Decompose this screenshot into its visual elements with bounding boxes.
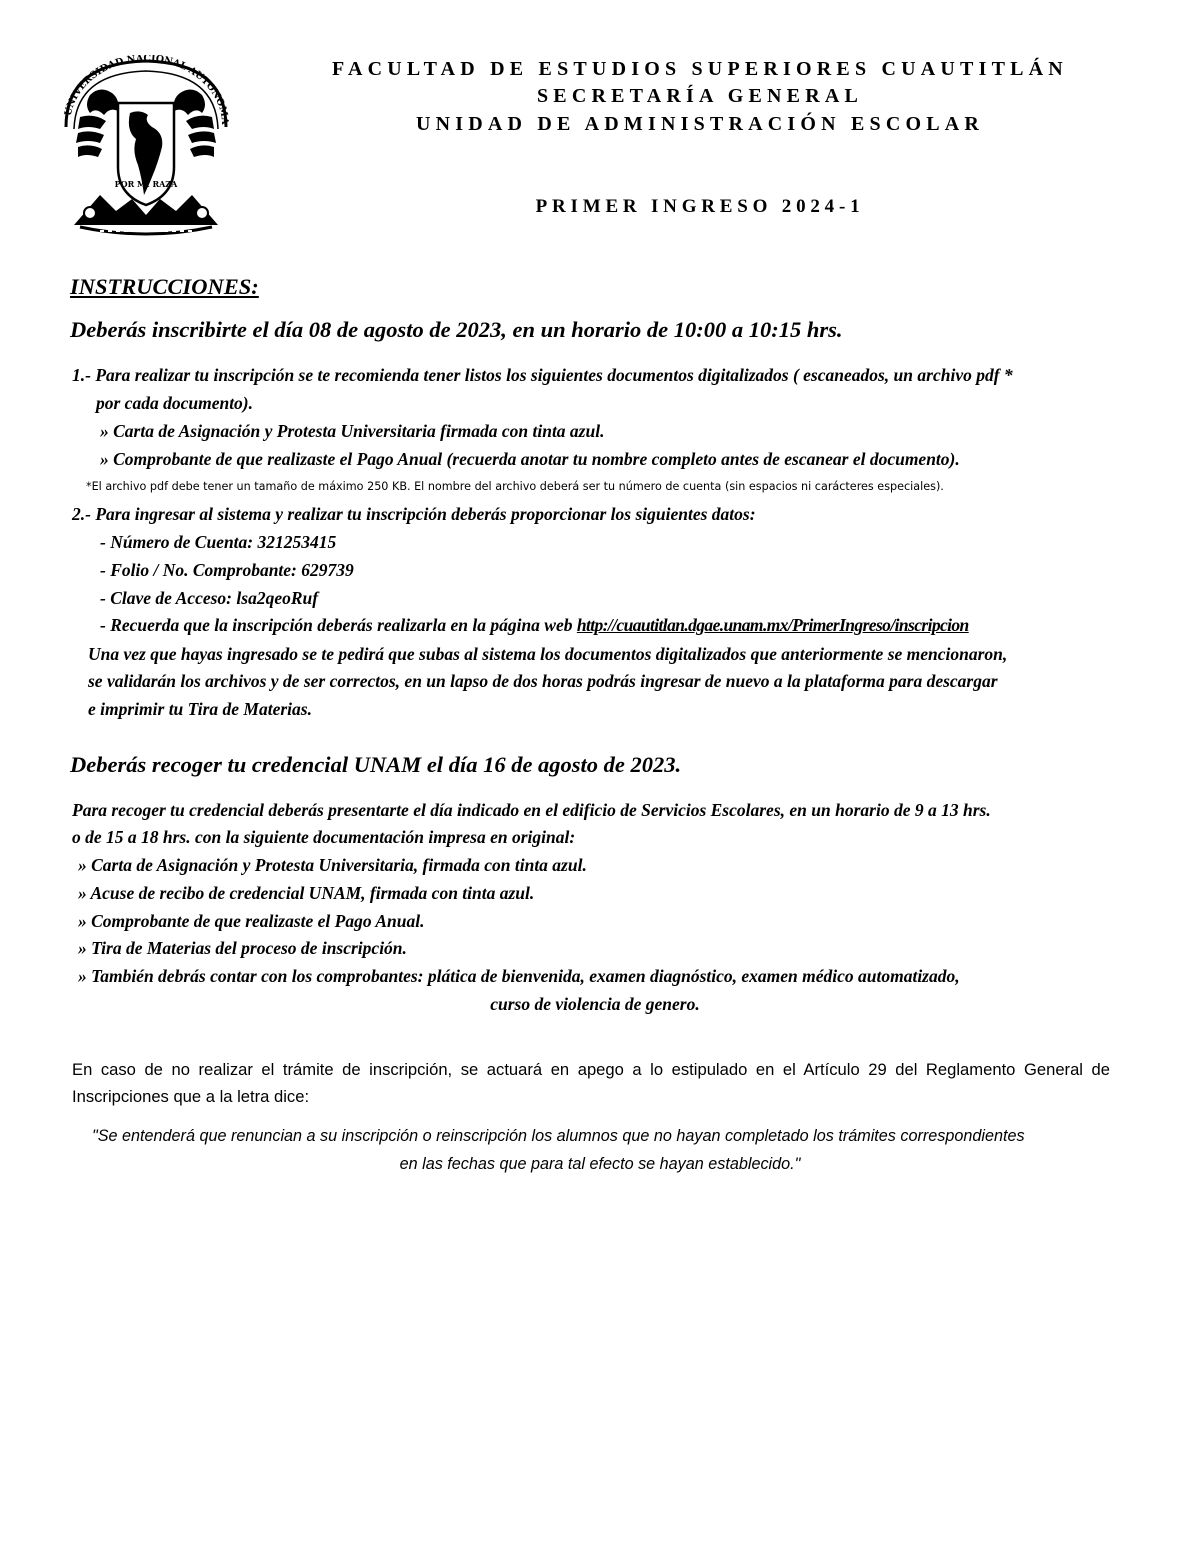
faculty-name: FACULTAD DE ESTUDIOS SUPERIORES CUAUTITLÁN xyxy=(332,58,1068,80)
inscription-link[interactable]: http://cuautitlan.dgae.unam.mx/PrimerIngreso/inscripcion xyxy=(576,615,969,635)
web-page-text: - Recuerda que la inscripción deberás realizarla en la página web xyxy=(100,615,573,635)
credential-item: » Comprobante de que realizaste el Pago Anual. xyxy=(78,911,425,931)
account-number-label: - Número de Cuenta: xyxy=(100,532,254,552)
account-number-value: 321253415 xyxy=(257,532,337,552)
folio-row xyxy=(100,560,354,581)
unit-name: UNIDAD DE ADMINISTRACIÓN ESCOLAR xyxy=(415,113,985,135)
university-seal xyxy=(60,55,232,240)
credential-item-cont: curso de violencia de genero. xyxy=(490,994,700,1014)
access-key-label: - Clave de Acceso: xyxy=(100,588,233,608)
credential-item: » También debrás contar con los comprobantes: plática de bienvenida, examen diagnóstico, examen médico automatizado, xyxy=(78,966,960,986)
secretariat-name: SECRETARÍA GENERAL xyxy=(536,85,864,107)
upload-text-2: se validarán los archivos y de ser correctos, en un lapso de dos horas podrás ingresar de nuevo a la plataforma para descargar xyxy=(88,671,998,691)
credential-item: » Carta de Asignación y Protesta Universitaria, firmada con tinta azul. xyxy=(78,855,587,875)
svg-text:POR MI RAZA: POR MI RAZA xyxy=(114,179,178,189)
pdf-note: *El archivo pdf debe tener un tamaño de máximo 250 KB. El nombre del archivo deberá ser tu número de cuenta (sin espacios ni carácteres especiales). xyxy=(86,480,944,493)
account-number-row xyxy=(100,532,336,553)
credential-item: » Tira de Materias del proceso de inscripción. xyxy=(78,938,407,958)
folio-value: 629739 xyxy=(301,560,354,580)
admission-period: PRIMER INGRESO 2024-1 xyxy=(535,196,865,217)
access-key-row xyxy=(100,588,318,609)
credential-heading: Deberás recoger tu credencial UNAM el día 16 de agosto de 2023. xyxy=(70,752,682,777)
step1-text-cont: por cada documento). xyxy=(96,393,254,413)
access-key-value: lsa2qeoRuf xyxy=(236,588,319,608)
step1-text: 1.- Para realizar tu inscripción se te recomienda tener listos los siguientes documentos digitalizados ( escaneados, un archivo pdf * xyxy=(72,365,1013,385)
regulation-quote-1: "Se entenderá que renuncian a su inscripción o reinscripción los alumnos que no hayan completado los trámites correspondientes xyxy=(92,1127,1025,1145)
folio-label: - Folio / No. Comprobante: xyxy=(100,560,297,580)
required-doc-1: » Carta de Asignación y Protesta Universitaria firmada con tinta azul. xyxy=(100,421,605,441)
instructions-title: INSTRUCCIONES: xyxy=(70,274,259,299)
regulation-text-1: En caso de no realizar el trámite de inscripción, se actuará en apego a lo estipulado en el Artículo 29 del Reglamento General de xyxy=(72,1060,1110,1079)
credential-intro-1: Para recoger tu credencial deberás presentarte el día indicado en el edificio de Servicios Escolares, en un horario de 9 a 13 hrs. xyxy=(72,800,991,820)
step2-text: 2.- Para ingresar al sistema y realizar tu inscripción deberás proporcionar los siguientes datos: xyxy=(72,504,756,524)
regulation-quote-2: en las fechas que para tal efecto se hayan establecido." xyxy=(399,1155,801,1173)
enrollment-date: Deberás inscribirte el día 08 de agosto de 2023, en un horario de 10:00 a 10:15 hrs. xyxy=(70,317,843,342)
upload-text-3: e imprimir tu Tira de Materias. xyxy=(88,699,312,719)
required-doc-2: » Comprobante de que realizaste el Pago Anual (recuerda anotar tu nombre completo antes de escanear el documento). xyxy=(100,449,960,469)
credential-intro-2: o de 15 a 18 hrs. con la siguiente documentación impresa en original: xyxy=(72,827,576,847)
regulation-text-2: Inscripciones que a la letra dice: xyxy=(72,1087,310,1106)
upload-text-1: Una vez que hayas ingresado se te pedirá que subas al sistema los documentos digitalizados que anteriormente se mencionaron, xyxy=(88,644,1008,664)
web-page-row xyxy=(100,615,1115,636)
seal-ring-text: UNIVERSIDAD NACIONAL AUTONOMA xyxy=(62,55,231,125)
credential-item: » Acuse de recibo de credencial UNAM, firmada con tinta azul. xyxy=(78,883,535,903)
